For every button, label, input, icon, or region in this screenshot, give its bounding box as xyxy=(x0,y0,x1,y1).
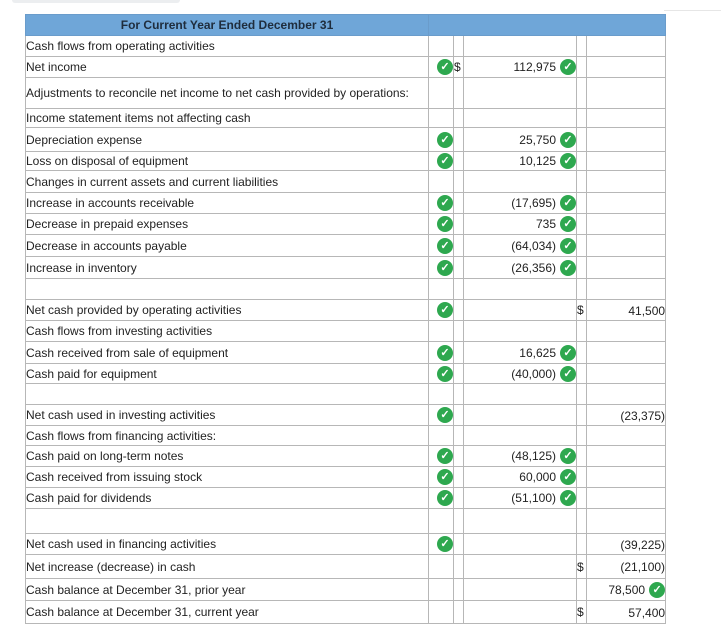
dollar-sign-cell[interactable] xyxy=(454,467,464,488)
amount-value: (26,356) xyxy=(511,260,556,275)
amount-value: (48,125) xyxy=(511,449,556,463)
table-row xyxy=(26,321,666,342)
amount-cell[interactable] xyxy=(464,36,577,57)
row-label[interactable]: Cash paid on long-term notes xyxy=(26,446,429,467)
check-circle-icon: ✓ xyxy=(437,195,453,211)
dollar-sign-cell[interactable] xyxy=(577,257,587,279)
dollar-sign-cell[interactable] xyxy=(454,509,464,534)
label-check-cell xyxy=(429,152,454,171)
dollar-sign-cell[interactable] xyxy=(454,235,464,257)
total-cell[interactable] xyxy=(587,235,666,257)
table-row xyxy=(26,152,666,171)
dollar-sign-cell[interactable] xyxy=(454,384,464,405)
row-label[interactable]: Cash paid for dividends xyxy=(26,488,429,509)
table-row xyxy=(26,257,666,279)
total-cell[interactable] xyxy=(587,467,666,488)
row-label[interactable]: Cash flows from financing activities: xyxy=(26,426,429,446)
amount-cell[interactable] xyxy=(464,109,577,128)
table-row xyxy=(26,426,666,446)
total-cell[interactable] xyxy=(587,601,666,624)
amount-cell[interactable] xyxy=(464,321,577,342)
dollar-sign-cell[interactable] xyxy=(454,36,464,57)
dollar-sign-cell[interactable] xyxy=(454,279,464,300)
check-circle-icon: ✓ xyxy=(560,238,576,254)
label-check-cell xyxy=(429,57,454,78)
dollar-sign-cell[interactable] xyxy=(577,384,587,405)
header-blank xyxy=(429,15,666,36)
amount-cell[interactable] xyxy=(464,488,577,509)
dollar-sign-cell[interactable] xyxy=(454,152,464,171)
dollar-sign-cell[interactable] xyxy=(454,426,464,446)
row-label[interactable] xyxy=(26,384,429,405)
table-row xyxy=(26,555,666,579)
dollar-sign-cell[interactable] xyxy=(454,488,464,509)
dollar-sign-cell[interactable] xyxy=(454,405,464,426)
label-check-cell xyxy=(429,279,454,300)
table-row xyxy=(26,214,666,235)
amount-cell[interactable] xyxy=(464,78,577,109)
top-tab-edge xyxy=(12,0,180,3)
total-cell[interactable] xyxy=(587,214,666,235)
dollar-sign-cell[interactable] xyxy=(454,579,464,601)
total-cell[interactable] xyxy=(587,509,666,534)
dollar-sign-cell[interactable] xyxy=(577,446,587,467)
amount-cell[interactable] xyxy=(464,534,577,555)
dollar-sign-cell[interactable] xyxy=(577,321,587,342)
dollar-sign-cell[interactable] xyxy=(454,321,464,342)
table-row xyxy=(26,171,666,193)
total-cell[interactable] xyxy=(587,321,666,342)
dollar-sign-cell[interactable] xyxy=(577,364,587,384)
total-cell[interactable] xyxy=(587,534,666,555)
total-cell[interactable] xyxy=(587,193,666,214)
label-check-cell xyxy=(429,193,454,214)
row-label[interactable]: Decrease in prepaid expenses xyxy=(26,214,429,235)
label-check-cell xyxy=(429,214,454,235)
top-divider xyxy=(664,10,721,11)
dollar-sign-cell[interactable] xyxy=(577,57,587,78)
dollar-sign-cell[interactable]: $ xyxy=(454,57,464,78)
table-row xyxy=(26,300,666,321)
check-circle-icon: ✓ xyxy=(560,132,576,148)
check-circle-icon: ✓ xyxy=(560,469,576,485)
row-label[interactable] xyxy=(26,279,429,300)
row-label[interactable]: Cash flows from operating activities xyxy=(26,36,429,57)
total-cell[interactable] xyxy=(587,78,666,109)
table-row xyxy=(26,467,666,488)
dollar-sign-cell[interactable] xyxy=(454,342,464,364)
dollar-sign-cell[interactable] xyxy=(577,534,587,555)
dollar-sign-cell[interactable] xyxy=(454,364,464,384)
check-circle-icon: ✓ xyxy=(437,345,453,361)
table-row xyxy=(26,579,666,601)
amount-cell[interactable] xyxy=(464,579,577,601)
label-check-cell xyxy=(429,300,454,321)
check-circle-icon: ✓ xyxy=(437,366,453,382)
amount-cell[interactable] xyxy=(464,214,577,235)
total-cell[interactable] xyxy=(587,446,666,467)
dollar-sign-cell[interactable] xyxy=(577,36,587,57)
dollar-sign-cell[interactable] xyxy=(577,214,587,235)
check-circle-icon: ✓ xyxy=(560,59,576,75)
check-circle-icon: ✓ xyxy=(649,582,665,598)
row-label[interactable]: Net cash provided by operating activities xyxy=(26,300,429,321)
check-circle-icon: ✓ xyxy=(437,153,453,169)
check-circle-icon: ✓ xyxy=(560,345,576,361)
label-check-cell xyxy=(429,446,454,467)
check-circle-icon: ✓ xyxy=(437,448,453,464)
amount-cell[interactable] xyxy=(464,279,577,300)
table-row xyxy=(26,193,666,214)
check-circle-icon: ✓ xyxy=(437,302,453,318)
table-row xyxy=(26,342,666,364)
label-check-cell xyxy=(429,78,454,109)
amount-cell[interactable] xyxy=(464,152,577,171)
table-row xyxy=(26,128,666,152)
total-cell[interactable] xyxy=(587,279,666,300)
label-check-cell xyxy=(429,579,454,601)
total-value: (39,225) xyxy=(620,537,666,552)
amount-cell[interactable] xyxy=(464,257,577,279)
amount-cell[interactable] xyxy=(464,57,577,78)
amount-value: (64,034) xyxy=(511,238,556,253)
check-circle-icon: ✓ xyxy=(437,216,453,232)
check-circle-icon: ✓ xyxy=(560,216,576,232)
dollar-sign-cell[interactable]: $ xyxy=(577,555,587,579)
table-row xyxy=(26,446,666,467)
dollar-sign-cell[interactable] xyxy=(577,279,587,300)
table-row xyxy=(26,534,666,555)
amount-cell[interactable] xyxy=(464,601,577,624)
dollar-sign-cell[interactable] xyxy=(454,128,464,152)
check-circle-icon: ✓ xyxy=(437,407,453,423)
amount-cell[interactable] xyxy=(464,426,577,446)
row-label[interactable]: Cash flows from investing activities xyxy=(26,321,429,342)
row-label[interactable] xyxy=(26,509,429,534)
check-circle-icon: ✓ xyxy=(437,469,453,485)
total-cell[interactable] xyxy=(587,342,666,364)
dollar-sign-cell[interactable]: $ xyxy=(577,300,587,321)
amount-value: 16,625 xyxy=(519,345,556,360)
total-value: 41,500 xyxy=(628,303,666,318)
check-circle-icon: ✓ xyxy=(560,490,576,506)
row-label[interactable]: Cash received from issuing stock xyxy=(26,467,429,488)
total-cell[interactable] xyxy=(587,488,666,509)
dollar-sign-cell[interactable] xyxy=(454,446,464,467)
row-label[interactable]: Net income xyxy=(26,57,429,78)
row-label[interactable]: Decrease in accounts payable xyxy=(26,235,429,257)
dollar-sign-cell[interactable] xyxy=(454,534,464,555)
dollar-sign-cell[interactable] xyxy=(454,601,464,624)
check-circle-icon: ✓ xyxy=(437,59,453,75)
dollar-sign-cell[interactable]: $ xyxy=(577,601,587,624)
label-check-cell xyxy=(429,171,454,193)
dollar-sign-cell[interactable] xyxy=(454,171,464,193)
label-check-cell xyxy=(429,235,454,257)
check-circle-icon: ✓ xyxy=(560,153,576,169)
label-check-cell xyxy=(429,601,454,624)
cash-flow-statement-table xyxy=(25,14,666,624)
amount-value: (51,100) xyxy=(511,491,556,505)
table-header-row xyxy=(26,15,666,36)
row-label[interactable]: Cash balance at December 31, current year xyxy=(26,601,429,624)
row-label[interactable]: Net cash used in investing activities xyxy=(26,405,429,426)
amount-cell[interactable] xyxy=(464,405,577,426)
label-check-cell xyxy=(429,128,454,152)
dollar-sign-cell[interactable] xyxy=(577,467,587,488)
dollar-sign-cell[interactable] xyxy=(454,78,464,109)
check-circle-icon: ✓ xyxy=(437,490,453,506)
total-value: (21,100) xyxy=(620,559,666,574)
amount-cell[interactable] xyxy=(464,128,577,152)
amount-cell[interactable] xyxy=(464,235,577,257)
row-label[interactable]: Net cash used in financing activities xyxy=(26,534,429,555)
row-label[interactable]: Changes in current assets and current liabilities xyxy=(26,171,429,193)
table-row xyxy=(26,509,666,534)
check-circle-icon: ✓ xyxy=(437,260,453,276)
dollar-sign-cell[interactable] xyxy=(577,152,587,171)
label-check-cell xyxy=(429,364,454,384)
label-check-cell xyxy=(429,342,454,364)
amount-cell[interactable] xyxy=(464,555,577,579)
label-check-cell xyxy=(429,405,454,426)
amount-cell[interactable] xyxy=(464,384,577,405)
label-check-cell xyxy=(429,384,454,405)
dollar-sign-cell[interactable] xyxy=(577,405,587,426)
dollar-sign-cell[interactable] xyxy=(454,300,464,321)
total-cell[interactable] xyxy=(587,128,666,152)
label-check-cell xyxy=(429,467,454,488)
amount-cell[interactable] xyxy=(464,193,577,214)
dollar-sign-cell[interactable] xyxy=(577,78,587,109)
total-cell[interactable] xyxy=(587,109,666,128)
total-value: (23,375) xyxy=(620,408,666,423)
dollar-sign-cell[interactable] xyxy=(577,488,587,509)
total-value: 78,500 xyxy=(608,582,646,597)
total-cell[interactable] xyxy=(587,36,666,57)
table-row xyxy=(26,78,666,109)
amount-cell[interactable] xyxy=(464,446,577,467)
amount-cell[interactable] xyxy=(464,364,577,384)
row-label[interactable]: Adjustments to reconcile net income to net cash provided by operations: xyxy=(26,78,429,109)
amount-value: (40,000) xyxy=(511,366,556,381)
dollar-sign-cell[interactable] xyxy=(454,214,464,235)
row-label[interactable]: Cash paid for equipment xyxy=(26,364,429,384)
dollar-sign-cell[interactable] xyxy=(577,171,587,193)
check-circle-icon: ✓ xyxy=(560,448,576,464)
row-label[interactable]: Net increase (decrease) in cash xyxy=(26,555,429,579)
dollar-sign-cell[interactable] xyxy=(577,193,587,214)
check-circle-icon: ✓ xyxy=(560,366,576,382)
total-cell[interactable] xyxy=(587,171,666,193)
row-label[interactable]: Increase in inventory xyxy=(26,257,429,279)
dollar-sign-cell[interactable] xyxy=(577,509,587,534)
label-check-cell xyxy=(429,36,454,57)
dollar-sign-cell[interactable] xyxy=(577,235,587,257)
label-check-cell xyxy=(429,555,454,579)
amount-value: 112,975 xyxy=(513,60,556,74)
amount-cell[interactable] xyxy=(464,467,577,488)
amount-cell[interactable] xyxy=(464,342,577,364)
row-label[interactable]: Cash balance at December 31, prior year xyxy=(26,579,429,601)
dollar-sign-cell[interactable] xyxy=(454,555,464,579)
table-row xyxy=(26,488,666,509)
total-value: 57,400 xyxy=(628,605,666,620)
table-row xyxy=(26,235,666,257)
row-label[interactable]: Income statement items not affecting cash xyxy=(26,109,429,128)
dollar-sign-cell[interactable] xyxy=(454,193,464,214)
table-row xyxy=(26,279,666,300)
label-check-cell xyxy=(429,534,454,555)
check-circle-icon: ✓ xyxy=(437,132,453,148)
check-circle-icon: ✓ xyxy=(560,195,576,211)
total-cell[interactable] xyxy=(587,152,666,171)
amount-cell[interactable] xyxy=(464,509,577,534)
table-row xyxy=(26,57,666,78)
amount-value: 735 xyxy=(535,217,556,231)
dollar-sign-cell[interactable] xyxy=(577,128,587,152)
amount-value: 10,125 xyxy=(519,154,556,168)
total-cell[interactable] xyxy=(587,579,666,601)
label-check-cell xyxy=(429,257,454,279)
amount-value: 25,750 xyxy=(519,132,556,147)
statement-title: For Current Year Ended December 31 xyxy=(26,15,429,36)
label-check-cell xyxy=(429,109,454,128)
dollar-sign-cell[interactable] xyxy=(577,342,587,364)
total-cell[interactable] xyxy=(587,426,666,446)
table-row xyxy=(26,601,666,624)
dollar-sign-cell[interactable] xyxy=(577,426,587,446)
total-cell[interactable] xyxy=(587,555,666,579)
label-check-cell xyxy=(429,509,454,534)
check-circle-icon: ✓ xyxy=(560,260,576,276)
dollar-sign-cell[interactable] xyxy=(454,109,464,128)
check-circle-icon: ✓ xyxy=(437,238,453,254)
row-label[interactable]: Depreciation expense xyxy=(26,128,429,152)
total-cell[interactable] xyxy=(587,300,666,321)
dollar-sign-cell[interactable] xyxy=(577,579,587,601)
label-check-cell xyxy=(429,426,454,446)
table-row xyxy=(26,384,666,405)
label-check-cell xyxy=(429,321,454,342)
top-strip xyxy=(0,0,721,6)
amount-cell[interactable] xyxy=(464,300,577,321)
dollar-sign-cell[interactable] xyxy=(577,109,587,128)
table-row xyxy=(26,364,666,384)
table-row xyxy=(26,405,666,426)
table-row xyxy=(26,109,666,128)
row-label[interactable]: Cash received from sale of equipment xyxy=(26,342,429,364)
amount-cell[interactable] xyxy=(464,171,577,193)
total-cell[interactable] xyxy=(587,364,666,384)
check-circle-icon: ✓ xyxy=(437,536,453,552)
dollar-sign-cell[interactable] xyxy=(454,257,464,279)
total-cell[interactable] xyxy=(587,57,666,78)
row-label[interactable]: Loss on disposal of equipment xyxy=(26,152,429,171)
label-check-cell xyxy=(429,488,454,509)
table-row xyxy=(26,36,666,57)
amount-value: (17,695) xyxy=(511,196,556,210)
total-cell[interactable] xyxy=(587,257,666,279)
amount-value: 60,000 xyxy=(519,470,556,484)
row-label[interactable]: Increase in accounts receivable xyxy=(26,193,429,214)
total-cell[interactable] xyxy=(587,384,666,405)
total-cell[interactable] xyxy=(587,405,666,426)
